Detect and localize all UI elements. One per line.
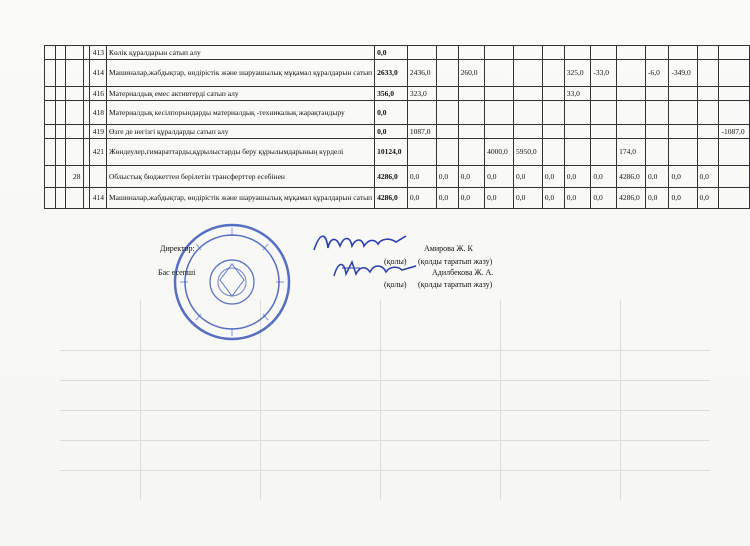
cell-value: 4000,0 [485, 139, 514, 166]
cell-value: 0,0 [645, 166, 668, 188]
cell-value: 0,0 [564, 166, 591, 188]
cell-value [458, 46, 485, 60]
cell-subgroup [65, 101, 83, 125]
cell-value: -349,0 [669, 60, 697, 87]
cell-value: 325,0 [564, 60, 591, 87]
cell-value [436, 101, 458, 125]
cell-value [485, 87, 514, 101]
cell-value [719, 101, 750, 125]
cell-value [669, 101, 697, 125]
cell-value: 323,0 [407, 87, 436, 101]
cell-blank [45, 166, 56, 188]
table-row [45, 101, 750, 125]
cell-blank [45, 125, 56, 139]
cell-blank [55, 60, 65, 87]
cell-total: 0,0 [375, 125, 408, 139]
cell-subgroup [65, 188, 83, 209]
cell-total: 4286,0 [375, 188, 408, 209]
cell-total: 356,0 [375, 87, 408, 101]
cell-blank [45, 46, 56, 60]
cell-value: 0,0 [407, 166, 436, 188]
cell-value [645, 101, 668, 125]
cell-value [564, 46, 591, 60]
cell-value: 260,0 [458, 60, 485, 87]
cell-value [645, 46, 668, 60]
cell-value [436, 125, 458, 139]
cell-value: 0,0 [458, 188, 485, 209]
cell-value: -6,0 [645, 60, 668, 87]
cell-value: 2436,0 [407, 60, 436, 87]
cell-value [719, 166, 750, 188]
cell-name: Материалдық кесілпорындарды материалдық -техникалық жарақтандыру [106, 101, 374, 125]
cell-subgroup [65, 60, 83, 87]
cell-value [617, 101, 646, 125]
table-row [45, 166, 750, 188]
cell-blank [83, 166, 90, 188]
cell-blank [83, 60, 90, 87]
cell-value: 0,0 [407, 188, 436, 209]
cell-value [591, 139, 617, 166]
cell-value [617, 125, 646, 139]
cell-value: 1087,0 [407, 125, 436, 139]
cell-value [669, 139, 697, 166]
cell-value: 0,0 [514, 166, 543, 188]
cell-value [436, 46, 458, 60]
cell-code: 419 [90, 125, 107, 139]
cell-blank [83, 46, 90, 60]
cell-value: 0,0 [542, 166, 564, 188]
table-row [45, 60, 750, 87]
cell-blank [55, 101, 65, 125]
cell-value [669, 46, 697, 60]
cell-blank [83, 87, 90, 101]
cell-value [697, 87, 719, 101]
budget-table [44, 45, 750, 209]
cell-value: 0,0 [514, 188, 543, 209]
cell-value [719, 188, 750, 209]
cell-value [617, 87, 646, 101]
cell-value [645, 125, 668, 139]
cell-value [617, 60, 646, 87]
cell-blank [45, 101, 56, 125]
cell-value [542, 125, 564, 139]
cell-value [591, 101, 617, 125]
cell-subgroup [65, 139, 83, 166]
cell-value: 0,0 [697, 188, 719, 209]
cell-subgroup: 28 [65, 166, 83, 188]
cell-value [514, 101, 543, 125]
cell-value: 0,0 [564, 188, 591, 209]
cell-blank [83, 101, 90, 125]
cell-value [485, 101, 514, 125]
cell-value [436, 87, 458, 101]
cell-blank [45, 139, 56, 166]
cell-name: Машиналар,жабдықтар, өндірістік және шаруашылық мұқамал құралдарын сатып [106, 60, 374, 87]
cell-blank [45, 188, 56, 209]
cell-value [697, 139, 719, 166]
cell-name: Өзге де негізгі құралдарды сатып алу [106, 125, 374, 139]
cell-code: 418 [90, 101, 107, 125]
cell-value: -1087,0 [719, 125, 750, 139]
cell-value: 0,0 [669, 188, 697, 209]
cell-code [90, 166, 107, 188]
cell-value [407, 139, 436, 166]
cell-blank [83, 125, 90, 139]
cell-blank [45, 87, 56, 101]
cell-value [542, 46, 564, 60]
cell-code: 416 [90, 87, 107, 101]
cell-value [719, 60, 750, 87]
cell-value [697, 101, 719, 125]
accountant-name: Адилбекова Ж. А. [432, 268, 494, 277]
cell-value [697, 125, 719, 139]
cell-value [514, 125, 543, 139]
cell-blank [55, 139, 65, 166]
cell-subgroup [65, 46, 83, 60]
cell-total: 2633,0 [375, 60, 408, 87]
cell-value [697, 60, 719, 87]
cell-value [697, 46, 719, 60]
cell-value: 4286,0 [617, 166, 646, 188]
cell-value [564, 101, 591, 125]
cell-value: 0,0 [485, 166, 514, 188]
cell-value [485, 60, 514, 87]
director-label: Директор: [160, 244, 195, 253]
cell-value [669, 125, 697, 139]
cell-value [458, 101, 485, 125]
cell-value [514, 60, 543, 87]
cell-value [617, 46, 646, 60]
cell-value [564, 125, 591, 139]
cell-blank [45, 60, 56, 87]
cell-value [485, 125, 514, 139]
cell-blank [55, 46, 65, 60]
cell-blank [83, 188, 90, 209]
cell-total: 0,0 [375, 46, 408, 60]
accountant-signature [330, 256, 420, 282]
cell-value: 0,0 [485, 188, 514, 209]
cell-value [645, 87, 668, 101]
cell-value: 0,0 [591, 188, 617, 209]
cell-value: 0,0 [436, 188, 458, 209]
cell-value [591, 87, 617, 101]
cell-value [719, 139, 750, 166]
cell-total: 4286,0 [375, 166, 408, 188]
cell-value [564, 139, 591, 166]
table-row [45, 125, 750, 139]
cell-name: Материалдық емес активтерді сатып алу [106, 87, 374, 101]
cell-value [542, 139, 564, 166]
cell-value [458, 139, 485, 166]
cell-value: 0,0 [669, 166, 697, 188]
cell-value [542, 87, 564, 101]
cell-value [458, 125, 485, 139]
signature-caption-2: (қолы) [384, 280, 407, 289]
cell-blank [55, 87, 65, 101]
signature-caption: (қолы) [384, 257, 407, 266]
cell-value [458, 87, 485, 101]
cell-value: 0,0 [458, 166, 485, 188]
cell-value: 0,0 [591, 166, 617, 188]
cell-value: 0,0 [645, 188, 668, 209]
official-stamp [172, 222, 292, 342]
cell-blank [55, 166, 65, 188]
table-row [45, 46, 750, 60]
cell-value [485, 46, 514, 60]
cell-value [719, 46, 750, 60]
cell-value [542, 60, 564, 87]
cell-name: Жөндеулер,ғимараттарды,құрылыстарды беру құрылымдарының күрделі [106, 139, 374, 166]
cell-value [669, 87, 697, 101]
cell-value: 5950,0 [514, 139, 543, 166]
cell-value [514, 46, 543, 60]
cell-value [436, 60, 458, 87]
cell-value [407, 101, 436, 125]
cell-value: 0,0 [436, 166, 458, 188]
cell-value [719, 87, 750, 101]
cell-subgroup [65, 125, 83, 139]
table-row [45, 188, 750, 209]
cell-value [436, 139, 458, 166]
cell-code: 421 [90, 139, 107, 166]
cell-total: 0,0 [375, 101, 408, 125]
cell-subgroup [65, 87, 83, 101]
cell-code: 414 [90, 60, 107, 87]
table-row [45, 139, 750, 166]
director-name: Амирова Ж. К [424, 244, 473, 253]
cell-value: 4286,0 [617, 188, 646, 209]
cell-total: 10124,0 [375, 139, 408, 166]
table-row [45, 87, 750, 101]
cell-code: 413 [90, 46, 107, 60]
name-caption-2: (қолды таратып жазу) [418, 280, 493, 289]
cell-name: Көлік құралдарын сатып алу [106, 46, 374, 60]
accountant-label: Бас есепші [158, 268, 196, 277]
cell-blank [83, 139, 90, 166]
cell-value [514, 87, 543, 101]
cell-value [591, 125, 617, 139]
cell-value: 0,0 [697, 166, 719, 188]
cell-blank [55, 125, 65, 139]
cell-value [591, 46, 617, 60]
cell-code: 414 [90, 188, 107, 209]
cell-value: -33,0 [591, 60, 617, 87]
bleed-through-lines [60, 300, 710, 500]
cell-value: 33,0 [564, 87, 591, 101]
cell-value [542, 101, 564, 125]
cell-blank [55, 188, 65, 209]
cell-value [407, 46, 436, 60]
director-signature [310, 228, 410, 256]
cell-value: 174,0 [617, 139, 646, 166]
cell-value: 0,0 [542, 188, 564, 209]
name-caption: (қолды таратып жазу) [418, 257, 493, 266]
cell-name: Облыстық бюджеттен берілетін трансферттер есебінен [106, 166, 374, 188]
cell-name: Машиналар,жабдықтар, өндірістік және шаруашылық мұқамал құралдарын сатып [106, 188, 374, 209]
cell-value [645, 139, 668, 166]
